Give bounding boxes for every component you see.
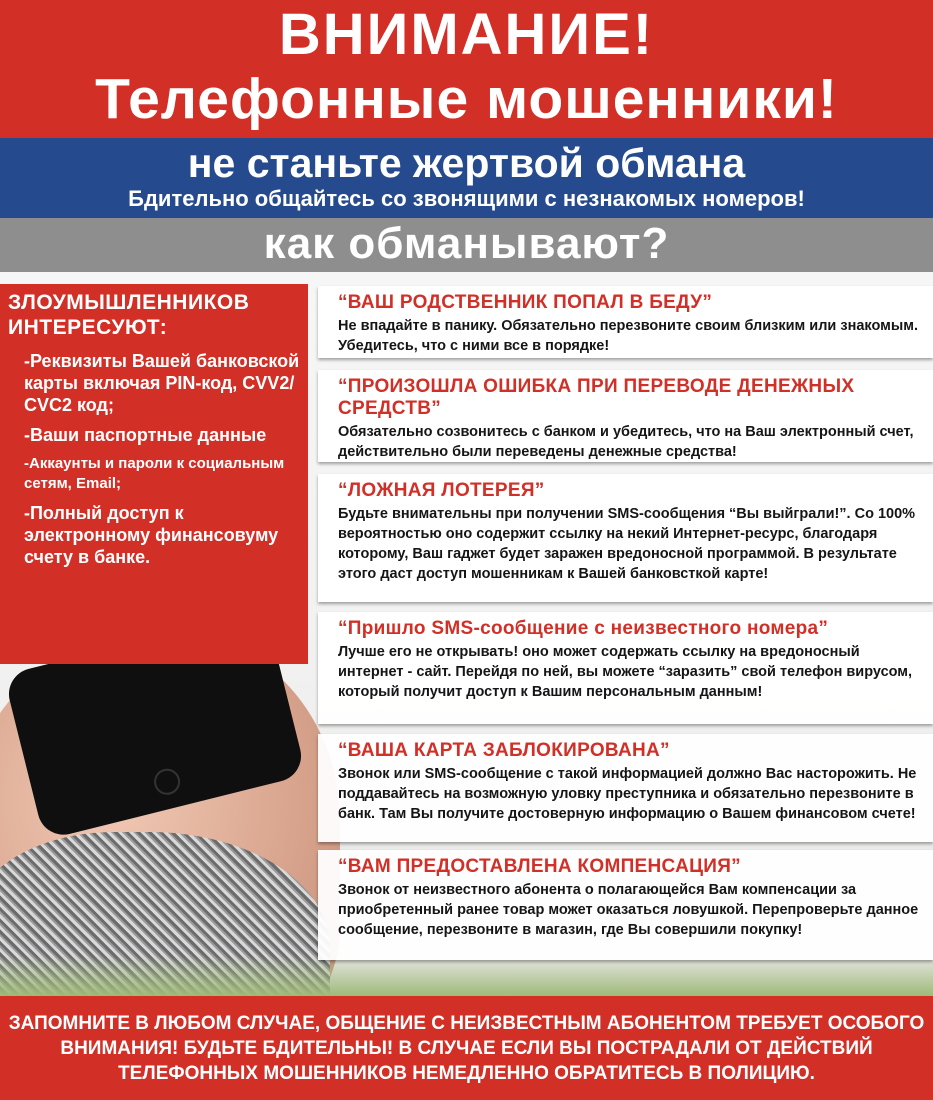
phone-scammers-heading: Телефонные мошенники! <box>95 67 838 131</box>
scheme-card-transfer-error <box>318 370 933 462</box>
scheme-text: Звонок от неизвестного абонента о полагающейся Вам компенсации за приобретенный ранее товар может оказаться ловушкой. Перепроверьте данное сообщение, перезвоните в магазин, где Вы совершили покупку! <box>338 882 919 938</box>
interests-item: -Ваши паспортные данные <box>24 425 267 445</box>
scheme-text: Будьте внимательны при получении SMS-сообщения “Вы выйграли!”. Со 100% вероятностью оно содержит ссылку на некий Интернет-ресурс, благодаря которому, Ваш гаджет будет заражен вредоносной программой. В результате этого даст доступ мошенникам к Вашей банковсткой карте! <box>338 506 916 582</box>
grass-background <box>0 956 933 996</box>
warning-tagline: Бдительно общайтесь со звонящими с незнакомых номеров! <box>128 186 805 211</box>
home-button-icon <box>151 766 183 798</box>
interests-item: -Реквизиты Вашей банковской карты включая PIN-код, CVV2/ CVC2 код; <box>24 351 300 415</box>
scheme-card-relative <box>318 286 933 358</box>
header-banner <box>0 0 933 138</box>
scheme-text: Обязательно созвонитесь с банком и убедитесь, что на Ваш электронный счет, действительно были переведены денежные средства! <box>338 424 914 460</box>
interests-panel <box>0 284 308 664</box>
attention-heading: ВНИМАНИЕ! <box>278 2 655 67</box>
footer-warning: ЗАПОМНИТЕ В ЛЮБОМ СЛУЧАЕ, ОБЩЕНИЕ С НЕИЗВЕСТНЫМ АБОНЕНТОМ ТРЕБУЕТ ОСОБОГО ВНИМАНИЯ! БУДЬТЕ БДИТЕЛЬНЫ! В СЛУЧАЕ ЕСЛИ ВЫ ПОСТРАДАЛИ ОТ ДЕЙСТВИЙ ТЕЛЕФОННЫХ МОШЕННИКОВ НЕМЕДЛЕННО ОБРАТИТЕСЬ В ПОЛИЦИЮ. <box>0 996 933 1100</box>
scheme-card-lottery <box>318 474 933 602</box>
scheme-title: “ВАША КАРТА ЗАБЛОКИРОВАНА” <box>338 740 670 761</box>
scheme-title: “ПРОИЗОШЛА ОШИБКА ПРИ ПЕРЕВОДЕ ДЕНЕЖНЫХ СРЕДСТВ” <box>338 376 855 419</box>
interests-title: ЗЛОУМЫШЛЕННИКОВ ИНТЕРЕСУЮТ: <box>8 291 250 339</box>
warning-subbanner <box>0 138 933 218</box>
scheme-text: Не впадайте в панику. Обязательно перезвоните своим близким или знакомым. Убедитесь, что с ними все в порядке! <box>338 318 918 354</box>
scheme-card-compensation <box>318 850 933 960</box>
warning-subheading: не станьте жертвой обмана <box>187 140 746 186</box>
scheme-title: “Пришло SMS-сообщение с неизвестного номера” <box>338 618 829 639</box>
scheme-text: Звонок или SMS-сообщение с такой информацией должно Вас насторожить. Не поддавайтесь на возможную уловку преступника и обязательно перезвоните в банк. Там Вы получите достоверную информацию о Вашем финансовом счете! <box>338 766 917 822</box>
scheme-text: Лучше его не открывать! оно может содержать ссылку на вредоносный интернет - сайт. Перейдя по ней, вы можете “заразить” свой телефон вирусом, который получит доступ к Вашим персональным данным! <box>338 644 913 700</box>
scheme-title: “ЛОЖНАЯ ЛОТЕРЕЯ” <box>338 480 545 501</box>
interests-item: -Полный доступ к электронному финансовуму счету в банке. <box>24 503 279 567</box>
scheme-title: “ВАМ ПРЕДОСТАВЛЕНА КОМПЕНСАЦИЯ” <box>338 856 741 877</box>
section-title: как обманывают? <box>0 218 933 272</box>
scheme-card-sms <box>318 612 933 724</box>
scheme-card-blocked <box>318 734 933 842</box>
scheme-title: “ВАШ РОДСТВЕННИК ПОПАЛ В БЕДУ” <box>338 292 713 313</box>
interests-list <box>8 350 302 568</box>
interests-item: -Аккаунты и пароли к социальным сетям, Email; <box>24 455 285 492</box>
